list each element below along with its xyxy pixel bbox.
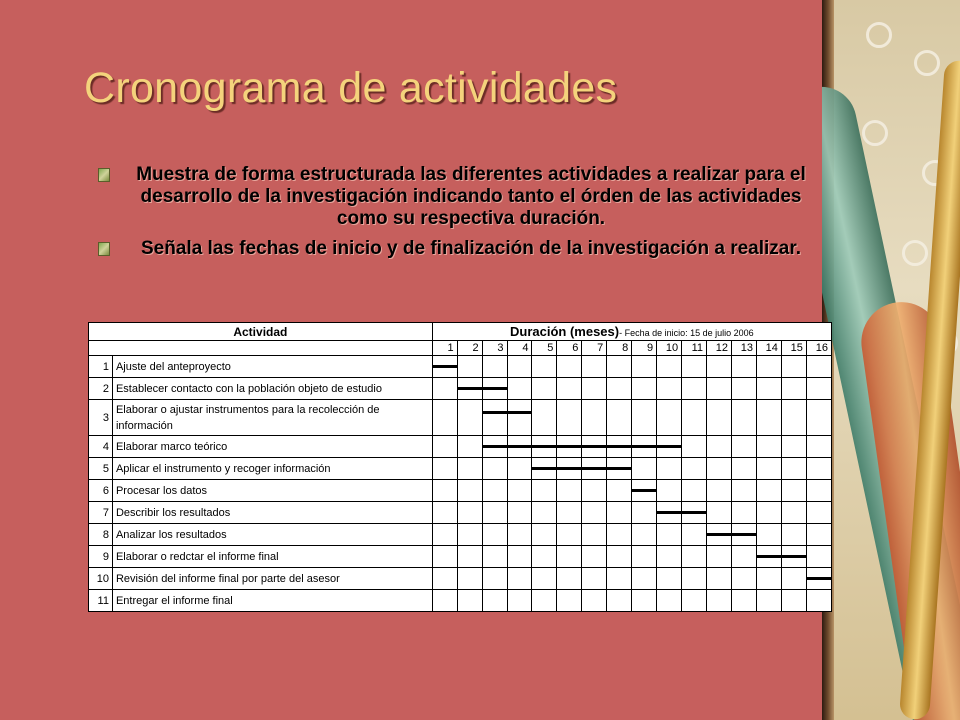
decorative-side-panel — [822, 0, 960, 720]
month-cell — [532, 568, 557, 590]
month-cell — [806, 356, 831, 378]
month-cell — [806, 590, 831, 612]
duration-bar — [806, 577, 831, 580]
gantt-row — [89, 480, 832, 502]
activity-name: Describir los resultados — [112, 502, 432, 524]
month-cell — [806, 480, 831, 502]
month-cell — [806, 502, 831, 524]
month-cell — [432, 378, 457, 400]
month-header: 14 — [756, 341, 781, 356]
month-cell — [557, 524, 582, 546]
month-cell — [732, 400, 757, 436]
bullet-item — [98, 238, 828, 282]
activity-name: Elaborar o redctar el informe final — [112, 546, 432, 568]
gantt-chart — [88, 322, 832, 612]
gantt-row — [89, 502, 832, 524]
month-cell — [582, 400, 607, 436]
month-cell — [507, 480, 532, 502]
month-cell — [707, 436, 732, 458]
duration-bar — [482, 445, 682, 448]
flower-pattern-icon — [866, 22, 892, 48]
month-cell — [457, 436, 482, 458]
gantt-row — [89, 436, 832, 458]
month-cell — [532, 524, 557, 546]
month-cell — [732, 480, 757, 502]
month-cell — [632, 378, 657, 400]
month-cell — [657, 524, 682, 546]
duration-bar — [707, 533, 757, 536]
bullet-marker-icon — [98, 242, 110, 256]
gantt-row — [89, 458, 832, 480]
month-cell — [756, 400, 781, 436]
month-cell — [482, 590, 507, 612]
month-cell — [557, 568, 582, 590]
month-cell — [607, 546, 632, 568]
activity-number: 6 — [89, 480, 113, 502]
month-cell — [607, 568, 632, 590]
activity-number: 4 — [89, 436, 113, 458]
duration-bar — [532, 467, 632, 470]
month-cell — [557, 356, 582, 378]
month-cell — [457, 480, 482, 502]
month-cell — [806, 436, 831, 458]
month-cell — [632, 524, 657, 546]
month-header: 2 — [457, 341, 482, 356]
month-cell — [732, 378, 757, 400]
duration-bar — [657, 511, 707, 514]
month-cell — [707, 356, 732, 378]
month-cell — [432, 546, 457, 568]
month-cell — [756, 458, 781, 480]
month-cell — [607, 400, 632, 436]
month-cell — [781, 502, 806, 524]
month-cell — [482, 400, 507, 436]
month-cell — [507, 502, 532, 524]
month-cell — [557, 400, 582, 436]
month-cell — [457, 590, 482, 612]
month-cell — [707, 546, 732, 568]
month-cell — [732, 546, 757, 568]
month-cell — [806, 378, 831, 400]
month-cell — [806, 458, 831, 480]
activity-name: Revisión del informe final por parte del asesor — [112, 568, 432, 590]
month-cell — [657, 400, 682, 436]
month-cell — [432, 458, 457, 480]
month-cell — [432, 568, 457, 590]
activity-number: 7 — [89, 502, 113, 524]
header-activity: Actividad — [89, 323, 433, 341]
month-cell — [582, 502, 607, 524]
month-cell — [557, 480, 582, 502]
month-cell — [781, 378, 806, 400]
month-cell — [582, 524, 607, 546]
gantt-row — [89, 400, 832, 436]
month-cell — [732, 590, 757, 612]
month-header: 16 — [806, 341, 831, 356]
month-cell — [507, 568, 532, 590]
month-cell — [582, 378, 607, 400]
month-cell — [632, 590, 657, 612]
activity-number: 8 — [89, 524, 113, 546]
month-cell — [781, 458, 806, 480]
activity-number: 2 — [89, 378, 113, 400]
month-cell — [507, 458, 532, 480]
activity-name: Analizar los resultados — [112, 524, 432, 546]
month-cell — [632, 458, 657, 480]
month-cell — [432, 480, 457, 502]
month-header: 7 — [582, 341, 607, 356]
activity-number: 3 — [89, 400, 113, 436]
activity-name: Establecer contacto con la población objeto de estudio — [112, 378, 432, 400]
month-cell — [756, 480, 781, 502]
month-cell — [657, 546, 682, 568]
month-cell — [632, 356, 657, 378]
month-cell — [806, 524, 831, 546]
flower-pattern-icon — [902, 240, 928, 266]
month-cell — [507, 590, 532, 612]
month-cell — [682, 524, 707, 546]
gantt-row — [89, 546, 832, 568]
month-cell — [532, 480, 557, 502]
month-cell — [657, 568, 682, 590]
month-cell — [781, 568, 806, 590]
month-cell — [781, 400, 806, 436]
month-cell — [707, 378, 732, 400]
gantt-row — [89, 590, 832, 612]
month-cell — [707, 590, 732, 612]
duration-bar — [756, 555, 806, 558]
month-cell — [457, 546, 482, 568]
month-cell — [781, 356, 806, 378]
month-cell — [707, 568, 732, 590]
activity-number: 10 — [89, 568, 113, 590]
month-cell — [507, 378, 532, 400]
month-cell — [532, 378, 557, 400]
activity-name: Entregar el informe final — [112, 590, 432, 612]
month-cell — [756, 356, 781, 378]
bullet-list — [98, 164, 828, 290]
month-cell — [457, 400, 482, 436]
month-header: 10 — [657, 341, 682, 356]
month-cell — [806, 546, 831, 568]
month-cell — [682, 480, 707, 502]
month-cell — [657, 356, 682, 378]
month-cell — [732, 502, 757, 524]
month-cell — [582, 568, 607, 590]
month-cell — [682, 436, 707, 458]
month-cell — [607, 356, 632, 378]
month-cell — [756, 378, 781, 400]
month-cell — [532, 502, 557, 524]
month-cell — [532, 356, 557, 378]
month-cell — [482, 568, 507, 590]
month-cell — [632, 502, 657, 524]
month-header: 1 — [432, 341, 457, 356]
month-cell — [682, 568, 707, 590]
activity-number: 11 — [89, 590, 113, 612]
activity-name: Aplicar el instrumento y recoger información — [112, 458, 432, 480]
gantt-row — [89, 356, 832, 378]
month-cell — [682, 378, 707, 400]
month-cell — [732, 458, 757, 480]
month-cell — [607, 590, 632, 612]
month-cell — [607, 502, 632, 524]
month-cell — [482, 546, 507, 568]
month-cell — [457, 458, 482, 480]
duration-bar — [432, 365, 457, 368]
month-cell — [607, 524, 632, 546]
activity-name: Procesar los datos — [112, 480, 432, 502]
month-cell — [507, 546, 532, 568]
bullet-marker-icon — [98, 168, 110, 182]
month-cell — [756, 436, 781, 458]
month-cell — [781, 590, 806, 612]
flower-pattern-icon — [914, 50, 940, 76]
month-cell — [457, 524, 482, 546]
month-cell — [657, 378, 682, 400]
activity-number: 9 — [89, 546, 113, 568]
month-header: 12 — [707, 341, 732, 356]
month-cell — [657, 458, 682, 480]
gantt-row — [89, 568, 832, 590]
month-cell — [432, 590, 457, 612]
bullet-text: Señala las fechas de inicio y de finalización de la investigación a realizar. — [141, 238, 801, 259]
slide-title: Cronograma de actividades — [84, 64, 618, 112]
header-duration — [432, 323, 831, 341]
month-header: 4 — [507, 341, 532, 356]
month-cell — [632, 400, 657, 436]
month-cell — [557, 546, 582, 568]
month-cell — [582, 356, 607, 378]
month-cell — [756, 590, 781, 612]
month-cell — [707, 458, 732, 480]
header-start-date: - Fecha de inicio: 15 de julio 2006 — [619, 328, 754, 338]
month-header: 13 — [732, 341, 757, 356]
duration-bar — [831, 599, 832, 602]
bullet-text: Muestra de forma estructurada las diferentes actividades a realizar para el desarrollo de la investigación indicando tanto el órden de las actividades como su respectiva duración. — [136, 164, 806, 229]
month-cell — [482, 480, 507, 502]
month-cell — [582, 590, 607, 612]
month-cell — [432, 400, 457, 436]
month-cell — [532, 590, 557, 612]
month-cell — [682, 590, 707, 612]
month-cell — [457, 356, 482, 378]
month-cell — [432, 502, 457, 524]
month-cell — [432, 436, 457, 458]
month-cell — [707, 480, 732, 502]
month-cell — [507, 400, 532, 436]
month-header: 3 — [482, 341, 507, 356]
month-cell — [482, 524, 507, 546]
month-cell — [707, 502, 732, 524]
activity-name: Ajuste del anteproyecto — [112, 356, 432, 378]
month-header: 5 — [532, 341, 557, 356]
month-cell — [657, 590, 682, 612]
month-cell — [607, 378, 632, 400]
month-cell — [482, 502, 507, 524]
month-cell — [707, 400, 732, 436]
activity-number: 5 — [89, 458, 113, 480]
month-cell — [557, 502, 582, 524]
month-cell — [532, 400, 557, 436]
month-cell — [557, 378, 582, 400]
activity-name: Elaborar marco teórico — [112, 436, 432, 458]
month-header: 15 — [781, 341, 806, 356]
month-cell — [557, 590, 582, 612]
month-cell — [756, 524, 781, 546]
month-cell — [482, 356, 507, 378]
month-cell — [781, 480, 806, 502]
activity-number: 1 — [89, 356, 113, 378]
month-cell — [457, 568, 482, 590]
month-cell — [657, 480, 682, 502]
month-cell — [457, 502, 482, 524]
month-header: 9 — [632, 341, 657, 356]
month-cell — [756, 502, 781, 524]
month-cell — [582, 546, 607, 568]
month-cell — [682, 458, 707, 480]
month-cell — [781, 524, 806, 546]
month-cell — [632, 546, 657, 568]
month-cell — [682, 546, 707, 568]
month-cell — [482, 458, 507, 480]
duration-bar — [632, 489, 657, 492]
month-cell — [632, 568, 657, 590]
month-cell — [682, 400, 707, 436]
month-cell — [507, 524, 532, 546]
flower-pattern-icon — [862, 120, 888, 146]
month-cell — [806, 400, 831, 436]
gantt-table — [88, 322, 832, 612]
activity-name: Elaborar o ajustar instrumentos para la recolección de información — [112, 400, 432, 436]
month-cell — [582, 480, 607, 502]
month-cell — [732, 436, 757, 458]
month-cell — [732, 568, 757, 590]
month-header: 11 — [682, 341, 707, 356]
month-cell — [532, 546, 557, 568]
month-cell — [756, 568, 781, 590]
header-spacer — [89, 341, 433, 356]
month-cell — [781, 436, 806, 458]
duration-bar — [482, 411, 532, 414]
month-cell — [507, 356, 532, 378]
header-duration-label: Duración (meses) — [510, 324, 620, 339]
bullet-item — [98, 164, 828, 230]
month-header: 8 — [607, 341, 632, 356]
month-cell — [432, 524, 457, 546]
duration-bar — [457, 387, 507, 390]
month-header: 6 — [557, 341, 582, 356]
month-cell — [607, 480, 632, 502]
month-cell — [682, 356, 707, 378]
month-cell — [732, 356, 757, 378]
